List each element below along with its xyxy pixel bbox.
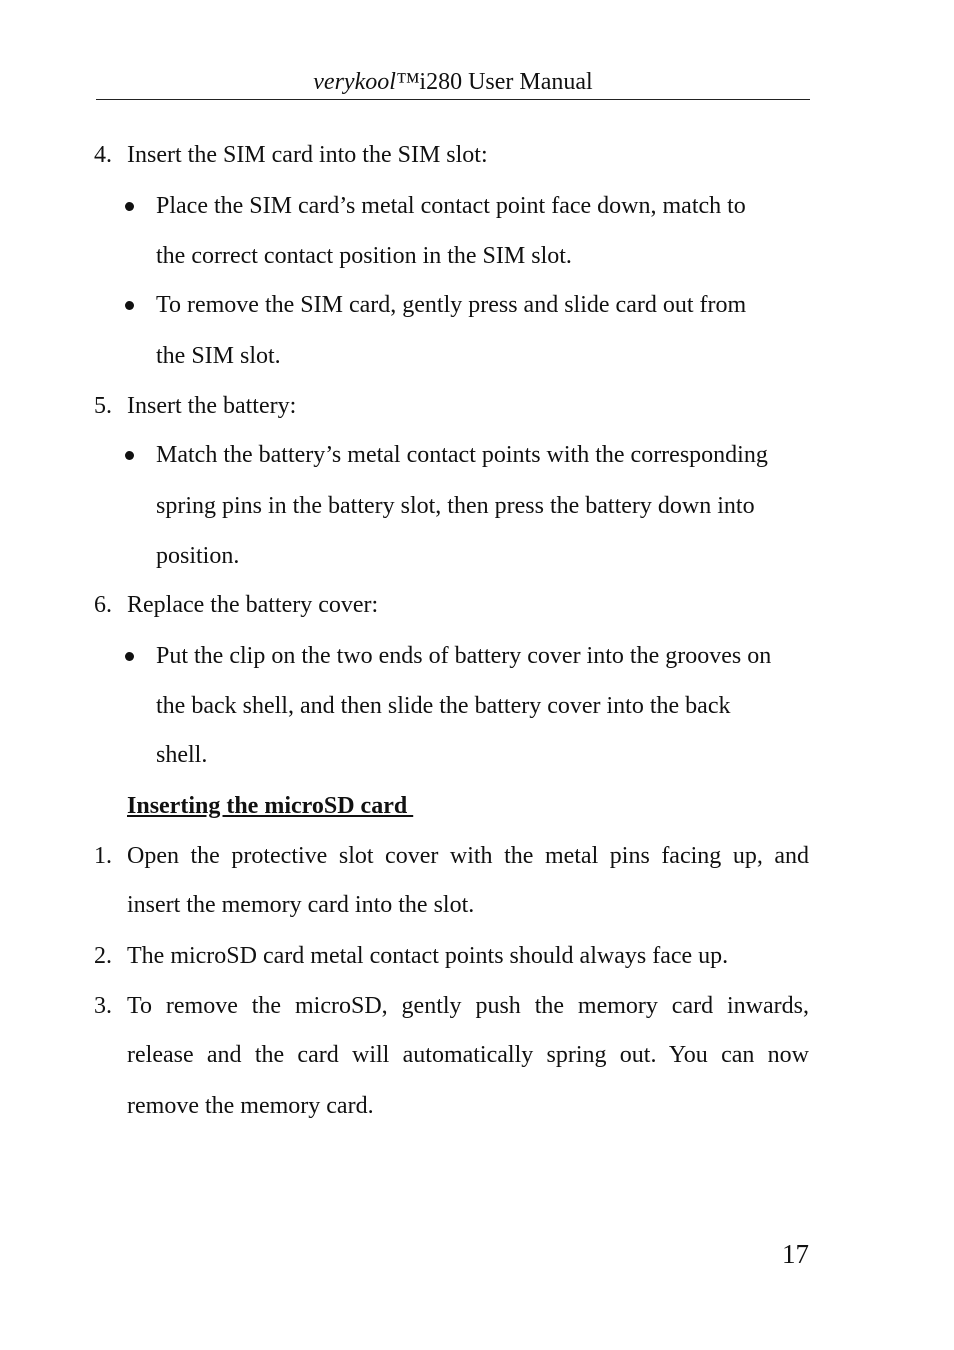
- header-brand: verykool™: [313, 69, 420, 95]
- bullet-text-line: Match the battery’s metal contact points with the corresponding: [156, 442, 768, 468]
- bullet-text-line: spring pins in the battery slot, then press the battery down into: [156, 493, 755, 519]
- bullet-icon: [125, 202, 134, 211]
- step-number: 3.: [94, 993, 112, 1019]
- step-title: Insert the SIM card into the SIM slot:: [127, 142, 488, 168]
- bullet-text-line: Place the SIM card’s metal contact point face down, match to: [156, 193, 746, 219]
- step-text-line: The microSD card metal contact points should always face up.: [127, 943, 729, 969]
- step-title: Replace the battery cover:: [127, 592, 379, 618]
- step-text-line: release and the card will automatically spring out. You can now: [127, 1042, 809, 1068]
- step-text-line: Open the protective slot cover with the metal pins facing up, and: [127, 843, 809, 869]
- step-number: 4.: [94, 142, 112, 168]
- bullet-text-line: shell.: [156, 742, 208, 768]
- bullet-text-line: the SIM slot.: [156, 343, 281, 369]
- step-number: 2.: [94, 943, 112, 969]
- step-number: 1.: [94, 843, 112, 869]
- page-number: 17: [782, 1239, 809, 1269]
- bullet-icon: [125, 301, 134, 310]
- page-header: [96, 66, 810, 100]
- bullet-text-line: Put the clip on the two ends of battery cover into the grooves on: [156, 643, 772, 669]
- step-title: Insert the battery:: [127, 393, 297, 419]
- bullet-icon: [125, 451, 134, 460]
- bullet-text-line: To remove the SIM card, gently press and slide card out from: [156, 292, 747, 318]
- step-text-line: insert the memory card into the slot.: [127, 892, 475, 918]
- bullet-text-line: the correct contact position in the SIM slot.: [156, 243, 572, 269]
- step-text-line: To remove the microSD, gently push the memory card inwards,: [127, 993, 809, 1019]
- bullet-text-line: the back shell, and then slide the battery cover into the back: [156, 693, 731, 719]
- bullet-icon: [125, 652, 134, 661]
- step-text-line: remove the memory card.: [127, 1093, 374, 1119]
- header-title: i280 User Manual: [419, 69, 593, 95]
- step-number: 5.: [94, 393, 112, 419]
- step-number: 6.: [94, 592, 112, 618]
- bullet-text-line: position.: [156, 543, 240, 569]
- section-heading: Inserting the microSD card: [127, 793, 414, 819]
